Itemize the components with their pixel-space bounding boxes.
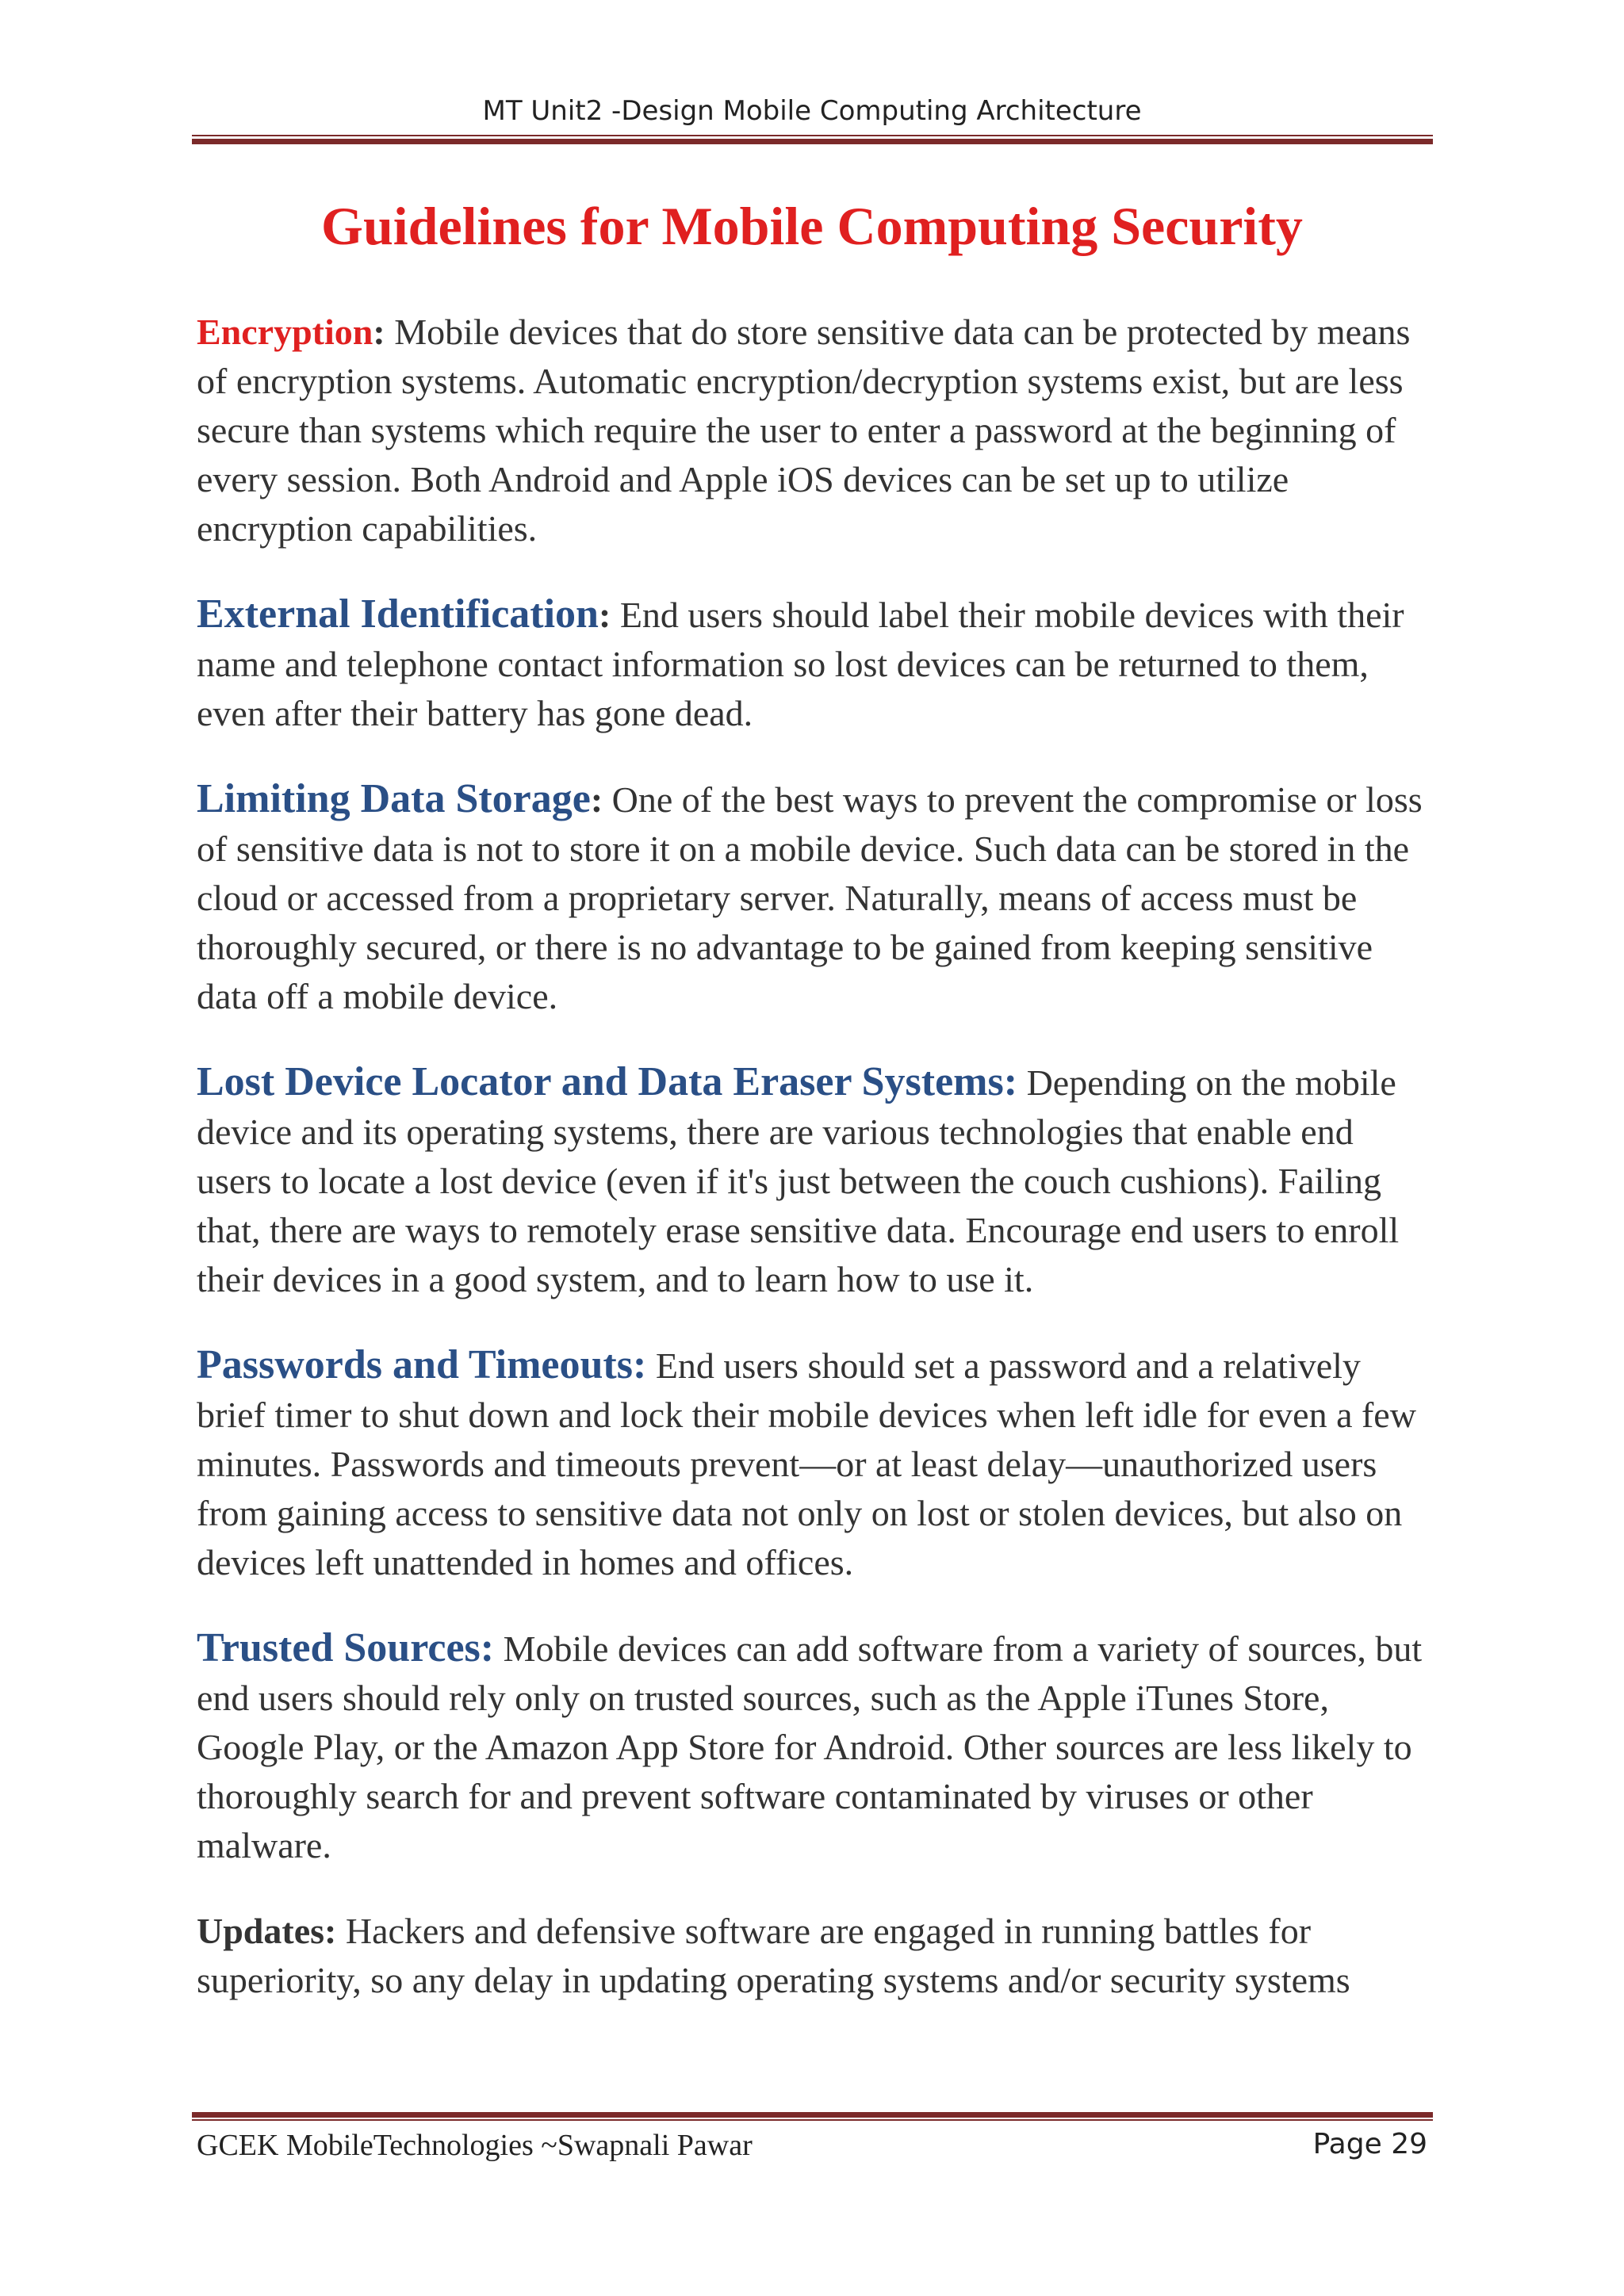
section-term: Passwords and Timeouts:: [197, 1342, 647, 1387]
section-term: Lost Device Locator and Data Eraser Systems:: [197, 1059, 1018, 1104]
section-body: End users should label their mobile devices with their name and telephone contact information so lost devices can be returned to them, even after their battery has gone dead.: [197, 595, 1404, 733]
section-body: Mobile devices that do store sensitive data can be protected by means of encryption systems. Automatic encryption/decryption systems exist, but are less secure than systems which require the user to enter a password at the beginning of every session. Both Android and Apple iOS devices can be set up to utilize encryption capabilities.: [197, 312, 1411, 549]
running-header: MT Unit2 -Design Mobile Computing Architecture: [482, 95, 1142, 127]
section-passwords-timeouts: [197, 1341, 1434, 1587]
page-number: Page 29: [1312, 2128, 1427, 2160]
section-limiting-data-storage: [197, 775, 1434, 1021]
section-term: Encryption: [197, 312, 373, 352]
section-term: Trusted Sources:: [197, 1625, 495, 1670]
section-body: End users should set a password and a relatively brief timer to shut down and lock their mobile devices when left idle for even a few minutes. Passwords and timeouts prevent—or at least delay—unauthorized users from gaining access to sensitive data not only on lost or stolen devices, but also on devices left unattended in homes and offices.: [197, 1345, 1416, 1582]
section-external-identification: [197, 590, 1434, 738]
section-term: External Identification: [197, 591, 599, 637]
section-encryption: [197, 308, 1434, 553]
footer-rule-thick: [192, 2112, 1433, 2118]
section-term: Limiting Data Storage: [197, 776, 591, 821]
section-colon: :: [373, 312, 385, 352]
document-body: [197, 308, 1434, 2042]
section-colon: :: [598, 595, 611, 635]
section-lost-device-locator: [197, 1058, 1434, 1304]
section-term: Updates:: [197, 1911, 337, 1951]
header-rule-thick: [192, 139, 1433, 144]
section-colon: :: [590, 779, 603, 820]
footer-author: GCEK MobileTechnologies ~Swapnali Pawar: [197, 2129, 753, 2162]
section-body: Mobile devices can add software from a variety of sources, but end users should rely only on trusted sources, such as the Apple iTunes Store, Google Play, or the Amazon App Store for Android. Other sources are less likely to thoroughly search for and prevent software contaminated by viruses or other malware.: [197, 1628, 1423, 1866]
section-updates: [197, 1907, 1434, 2005]
section-trusted-sources: [197, 1624, 1434, 1870]
header-rule-thin: [192, 135, 1433, 136]
section-body: Hackers and defensive software are engaged in running battles for superiority, so any delay in updating operating systems and/or security systems: [197, 1911, 1350, 2000]
section-body: One of the best ways to prevent the compromise or loss of sensitive data is not to store it on a mobile device. Such data can be stored in the cloud or accessed from a proprietary server. Naturally, means of access must be thoroughly secured, or there is no advantage to be gained from keeping sensitive data off a mobile device.: [197, 779, 1423, 1016]
section-body: Depending on the mobile device and its operating systems, there are various technologies that enable end users to locate a lost device (even if it's just between the couch cushions). Failing that, there are ways to remotely erase sensitive data. Encourage end users to enroll their devices in a good system, and to learn how to use it.: [197, 1062, 1400, 1299]
page-title: Guidelines for Mobile Computing Security: [321, 196, 1303, 256]
footer-rule-thin: [192, 2119, 1433, 2121]
